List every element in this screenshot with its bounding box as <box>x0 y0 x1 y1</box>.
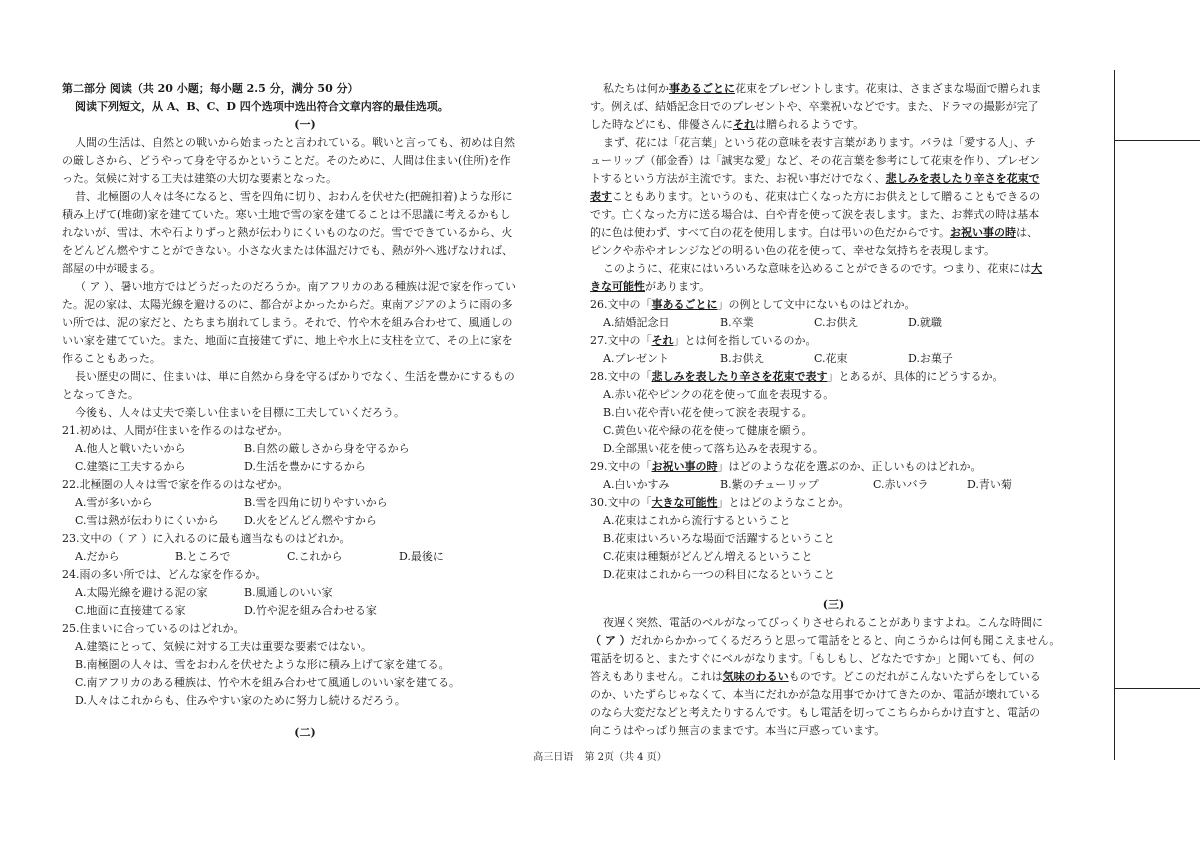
question-28 <box>590 368 1077 458</box>
text-run: 30.文中の「 <box>590 496 652 509</box>
margin-rule <box>1114 688 1200 689</box>
passage-line <box>590 224 1077 242</box>
underlined-phrase: きな可能性 <box>590 280 645 293</box>
option-c: C.南アフリカのある種族は、竹や木を組み合わせて風通しのいい家を建てる。 <box>75 676 460 689</box>
option-c: C.赤いバラ <box>873 478 929 491</box>
passage-line: 人間の生活は、自然との戦いから始まったと言われている。戦いと言っても、初めは自然 <box>75 136 515 149</box>
passage-line: 作ることもあった。 <box>62 352 161 365</box>
question-stem: 25.住まいに合っているのはどれか。 <box>62 622 245 635</box>
passage-line: 昔、北極圏の人々は冬になると、雪を四角に切り、おわんを伏せた(把碗扣着)ような形に <box>75 190 513 203</box>
option-row <box>590 314 1077 332</box>
option-d: D.青い菊 <box>967 478 1012 491</box>
question-23 <box>62 530 548 566</box>
question-stem <box>590 296 1077 314</box>
option-b: B.南極圏の人々は、雪をおわんを伏せたような形に積み上げて家を建てる。 <box>75 658 450 671</box>
option-a: A.結婚記念日 <box>603 316 670 329</box>
passage-line <box>590 668 1077 686</box>
option-c: C.黄色い花や緑の花を使って健康を願う。 <box>603 424 813 437</box>
passage-line <box>590 260 1077 278</box>
passage-line: をどんどん燃やすことができない。小さな火または体温だけでも、熱が外へ逃げなければ、 <box>62 244 513 257</box>
text-run: があります。 <box>645 280 711 293</box>
passage-line: 長い歴史の間に、住まいは、単に自然から身を守るばかりでなく、生活を豊かにするもの <box>75 370 515 383</box>
question-stem <box>590 494 1077 512</box>
passage-two <box>590 80 1077 296</box>
passage-one <box>62 134 548 422</box>
passage-line: となってきた。 <box>62 388 139 401</box>
passage-three <box>590 614 1077 740</box>
option-c: C.これから <box>287 550 343 563</box>
underlined-phrase: お祝い事の時 <box>651 460 718 473</box>
passage-line: （ ア ）、暑い地方ではどうだったのだろうか。南アフリカのある種族は泥で家を作ってい <box>75 280 516 293</box>
question-24 <box>62 566 548 620</box>
underlined-phrase: 事あるごとに <box>651 298 718 311</box>
text-run: です。亡くなった方に送る場合は、白や青を使って涙を表します。また、お葬式の時は基本 <box>590 208 1040 221</box>
text-run: 28.文中の「 <box>590 370 652 383</box>
text-run: まず、花には「花言葉」という花の意味を表す言葉があります。バラは「愛する人」、チ <box>603 136 1036 149</box>
text-run: 的に色は使わず、すべて白の花を使用します。白は弔いの色だからです。 <box>590 226 951 239</box>
option-row <box>62 440 548 458</box>
question-22 <box>62 476 548 530</box>
text-run: 27.文中の「 <box>590 334 652 347</box>
margin-divider-line <box>1114 70 1115 760</box>
underlined-phrase: 気味のわるい <box>722 670 789 683</box>
passage-line <box>590 722 1077 740</box>
option-row <box>62 458 548 476</box>
option-row <box>62 584 548 602</box>
text-run: のか、いたずらじゃなくて、本当にだれかが急な用事でかけてきたのか、電話が壊れている <box>590 688 1041 701</box>
passage-line: た。泥の家は、太陽光線を避けるのに、都合がよかったからだ。東南アジアのように雨の多 <box>62 298 513 311</box>
text-run: 」とはどのようなことか。 <box>717 496 850 509</box>
option-d: D.竹や泥を組み合わせる家 <box>244 604 377 617</box>
question-stem: 21.初めは、人間が住まいを作るのはなぜか。 <box>62 424 289 437</box>
footer-page: 第 2页（共 4 页） <box>584 752 667 763</box>
option-d: D.火をどんどん燃やすから <box>244 514 377 527</box>
option-a: A.花束はこれから流行するということ <box>603 514 791 527</box>
text-run: ピンクや赤やオレンジなどの明るい色の花を使って、幸せな気持ちを表現します。 <box>590 244 996 257</box>
question-stem <box>590 332 1077 350</box>
option-b: B.雪を四角に切りやすいから <box>244 496 388 509</box>
question-stem: 24.雨の多い所では、どんな家を作るか。 <box>62 568 267 581</box>
text-run: このように、花束にはいろいろな意味を込めることができるのです。つまり、花束には <box>603 262 1032 275</box>
option-a: A.赤い花やピンクの花を使って血を表現する。 <box>603 388 835 401</box>
passage-line <box>590 632 1077 650</box>
margin-rule <box>1114 140 1200 141</box>
text-run: のなら大変だなどと考えたりするんです。もし電話を切ってこちらからかけ直すと、電話の <box>590 706 1041 719</box>
underlined-phrase: 表す <box>590 190 612 203</box>
left-column <box>62 80 548 742</box>
question-stem <box>590 368 1077 386</box>
text-run: 電話を切ると、またすぐにベルがなります。「もしもし、どなたですか」と聞いても、何の <box>590 652 1035 665</box>
option-b: B.卒業 <box>720 316 754 329</box>
option-c: C.建築に工夫するから <box>75 460 186 473</box>
text-run: トするという方法が主流です。また、お祝い事だけでなく、 <box>590 172 886 185</box>
option-b: B.白い花や青い花を使って涙を表現する。 <box>603 406 813 419</box>
passage-line: いい家を建てていた。また、地面に直接建てずに、地上や水上に支柱を立て、その上に家を <box>62 334 513 347</box>
question-30 <box>590 494 1077 584</box>
text-run: 」とは何を指しているのか。 <box>673 334 817 347</box>
option-a: A.雪が多いから <box>75 496 153 509</box>
passage-line: 部屋の中が暖まる。 <box>62 262 161 275</box>
passage-line <box>590 242 1077 260</box>
passage-line: 今後も、人々は丈夫で楽しい住まいを目標に工夫していくだろう。 <box>75 406 405 419</box>
passage-line: い所では、泥の家だと、たちまち崩れてしまう。それで、竹や木を組み合わせて、風通しの <box>62 316 513 329</box>
passage-line <box>590 152 1077 170</box>
passage-line <box>590 116 1077 134</box>
part-header: 第二部分 阅读（共 20 小题；每小题 2.5 分，满分 50 分） <box>62 82 359 95</box>
option-d: D.花束はこれから一つの科目になるということ <box>603 568 835 581</box>
passage-line <box>590 278 1077 296</box>
text-run: は、 <box>1016 226 1039 239</box>
passage-line <box>590 650 1077 668</box>
passage-line: れないが、雪は、木や石よりずっと熱が伝わりにくいものなのだ。雪でできているから、火 <box>62 226 513 239</box>
option-d: D.お菓子 <box>908 352 953 365</box>
option-a: A.太陽光線を避ける泥の家 <box>75 586 208 599</box>
option-a: A.だから <box>75 550 120 563</box>
page-footer <box>0 748 1200 763</box>
passage-line <box>590 188 1077 206</box>
underlined-phrase: 悲しみを表したり辛さを花束で <box>885 172 1040 185</box>
passage-line <box>590 206 1077 224</box>
question-29 <box>590 458 1077 494</box>
text-run: 」の例として文中にないものはどれか。 <box>717 298 916 311</box>
passage-line: 積み上げて(堆砌)家を建てていた。寒い土地で雪の家を建てることは不思議に考えるかもし <box>62 208 511 221</box>
question-25 <box>62 620 548 710</box>
text-run: 向こうはやっぱり無言のままです。本当に戸惑っています。 <box>590 724 886 737</box>
footer-subject: 高三日语 <box>533 752 574 763</box>
question-stem: 23.文中の（ ア ）に入れるのに最も適当なものはどれか。 <box>62 532 351 545</box>
question-stem: 22.北極圏の人々は雪で家を作るのはなぜか。 <box>62 478 289 491</box>
text-run: 29.文中の「 <box>590 460 652 473</box>
option-b: B.お供え <box>720 352 765 365</box>
text-run: 」とあるが、具体的にどうするか。 <box>827 370 1004 383</box>
passage-line <box>590 614 1077 632</box>
option-c: C.花束は種類がどんどん増えるということ <box>603 550 813 563</box>
text-run: ューリップ（郁金香）は「誠実な愛」など、その花言葉を参考にして花束を作り、プレゼン <box>590 154 1041 167</box>
blank-marker: （ ア ） <box>590 634 631 647</box>
option-a: A.建築にとって、気候に対する工夫は重要な要素ではない。 <box>75 640 372 653</box>
right-column <box>590 80 1077 740</box>
underlined-phrase: それ <box>733 118 755 131</box>
passage-line <box>590 134 1077 152</box>
underlined-phrase: 悲しみを表したり辛さを花束で表す <box>651 370 828 383</box>
text-run: こともあります。というのも、花束は亡くなった方にお供えとして贈ることもできるの <box>612 190 1041 203</box>
text-run: 答えもありません。これは <box>590 670 723 683</box>
option-d: D.全部黒い花を使って落ち込みを表現する。 <box>603 442 824 455</box>
underlined-phrase: 大きな可能性 <box>651 496 718 509</box>
option-a: A.プレゼント <box>603 352 670 365</box>
option-b: B.自然の厳しさから身を守るから <box>244 442 410 455</box>
question-stem <box>590 458 1077 476</box>
underlined-phrase: 大 <box>1031 262 1043 275</box>
passage-line <box>590 704 1077 722</box>
option-b: B.ところで <box>175 550 231 563</box>
option-a: A.白いかすみ <box>603 478 670 491</box>
option-b: B.風通しのいい家 <box>244 586 333 599</box>
option-d: D.就職 <box>908 316 942 329</box>
spacer <box>590 584 1077 596</box>
option-d: D.最後に <box>399 550 444 563</box>
question-27 <box>590 332 1077 368</box>
section-one-heading: (一) <box>294 118 316 131</box>
option-c: C.お供え <box>814 316 859 329</box>
option-row <box>62 494 548 512</box>
text-run: した時などにも、俳優さんに <box>590 118 733 131</box>
instruction: 阅读下列短文，从 A、B、C、D 四个选项中选出符合文章内容的最佳选项。 <box>75 100 449 113</box>
option-d: D.生活を豊かにするから <box>244 460 366 473</box>
section-three-heading: (三) <box>822 598 845 611</box>
passage-line <box>590 98 1077 116</box>
underlined-phrase: 事あるごとに <box>669 82 735 95</box>
text-run: 花束をプレゼントします。花束は、さまざまな場面で贈られま <box>735 82 1042 95</box>
spacer <box>62 710 548 724</box>
option-c: C.花束 <box>814 352 848 365</box>
passage-line <box>590 170 1077 188</box>
underlined-phrase: お祝い事の時 <box>950 226 1017 239</box>
passage-line: った。気候に対する工夫は建築の大切な要素となった。 <box>62 172 337 185</box>
option-d: D.人々はこれからも、住みやすい家のために努力し続けるだろう。 <box>75 694 406 707</box>
option-row <box>62 602 548 620</box>
question-26 <box>590 296 1077 332</box>
text-run: は贈られるようです。 <box>755 118 865 131</box>
option-a: A.他人と戦いたいから <box>75 442 186 455</box>
section-two-heading: (二) <box>294 726 316 739</box>
option-c: C.地面に直接建てる家 <box>75 604 186 617</box>
option-row <box>62 548 548 566</box>
option-b: B.花束はいろいろな場面で活躍するということ <box>603 532 835 545</box>
text-run: す。例えば、結婚記念日でのプレゼントや、卒業祝いなどです。また、ドラマの撮影が完了 <box>590 100 1039 113</box>
option-row <box>590 476 1077 494</box>
underlined-phrase: それ <box>651 334 674 347</box>
option-b: B.紫のチューリップ <box>720 478 819 491</box>
text-run: 26.文中の「 <box>590 298 652 311</box>
text-run: 夜遅く突然、電話のベルがなってびっくりさせられることがありますよね。こんな時間に <box>603 616 1043 629</box>
question-21 <box>62 422 548 476</box>
text-run: 」はどのような花を選ぶのか、正しいものはどれか。 <box>717 460 982 473</box>
option-c: C.雪は熱が伝わりにくいから <box>75 514 219 527</box>
option-row <box>62 512 548 530</box>
text-run: 私たちは何か <box>603 82 669 95</box>
text-run: ものです。どこのだれがこんないたずらをしている <box>788 670 1041 683</box>
passage-line <box>590 686 1077 704</box>
passage-line: の厳しさから、どうやって身を守るかということだ。そのために、人間は住まい(住所)を作 <box>62 154 511 167</box>
passage-line <box>590 80 1077 98</box>
text-run: だれからかかってくるだろうと思って電話をとると、向こうからは何も聞こえません。 <box>630 634 1061 647</box>
option-row <box>590 350 1077 368</box>
